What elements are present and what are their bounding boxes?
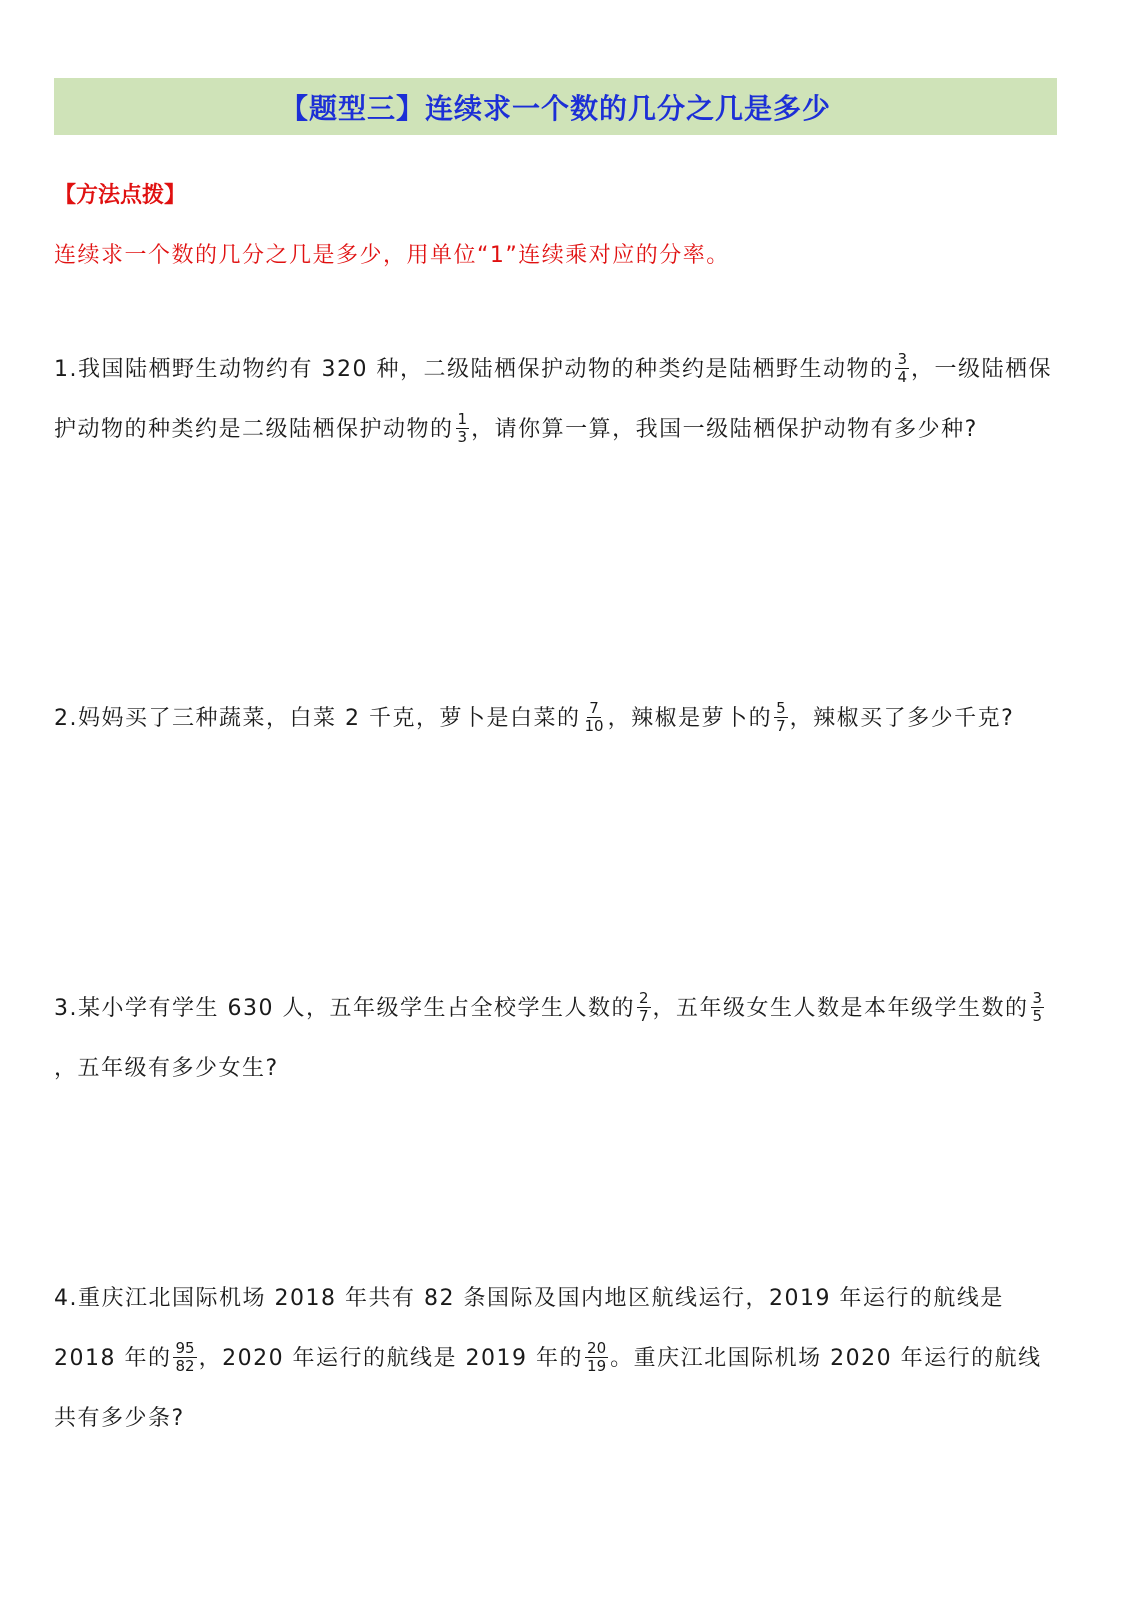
fraction-numerator: 5 xyxy=(776,698,786,717)
fraction-numerator: 3 xyxy=(897,349,908,368)
fraction-denominator: 19 xyxy=(587,1356,607,1375)
question-text: ，请你算一算，我国一级陆栖保护动物有多少种? xyxy=(471,417,978,442)
fraction-numerator: 95 xyxy=(175,1338,195,1357)
question-text: ，一级陆栖保护动物的种类约是二级陆栖保护动物的 xyxy=(54,357,1053,442)
question-text: 4.重庆江北国际机场 2018 年共有 82 条国际及国内地区航线运行，2019 年运行的航线是 2018 年的 xyxy=(54,1286,1004,1371)
fraction-denominator: 4 xyxy=(897,367,908,386)
method-heading: 【方法点拨】 xyxy=(54,183,187,208)
method-text: 连续求一个数的几分之几是多少，用单位“1”连续乘对应的分率。 xyxy=(54,243,730,268)
question-3 xyxy=(54,979,1057,1099)
question-text: 1.我国陆栖野生动物约有 320 种，二级陆栖保护动物的种类约是陆栖野生动物的 xyxy=(54,357,894,382)
fraction-numerator: 1 xyxy=(457,409,468,428)
fraction xyxy=(1031,990,1045,1025)
fraction-numerator: 2 xyxy=(638,988,649,1007)
fraction-numerator: 7 xyxy=(589,698,599,717)
question-text: ，辣椒是萝卜的 xyxy=(607,706,773,731)
fraction-denominator: 82 xyxy=(175,1356,195,1375)
fraction xyxy=(637,990,651,1025)
fraction-denominator: 3 xyxy=(457,427,468,446)
question-text: 。重庆江北国际机场 2020 年运行的航线共有多少条? xyxy=(54,1346,1042,1431)
fraction xyxy=(895,351,909,386)
fraction xyxy=(774,700,788,735)
fraction xyxy=(582,700,605,735)
question-text: ，2020 年运行的航线是 2019 年的 xyxy=(198,1346,584,1371)
fraction-denominator: 10 xyxy=(584,716,604,735)
fraction-denominator: 7 xyxy=(638,1006,649,1025)
fraction-denominator: 5 xyxy=(1032,1006,1043,1025)
question-text: ，五年级女生人数是本年级学生数的 xyxy=(652,996,1029,1021)
page-title: 【题型三】连续求一个数的几分之几是多少 xyxy=(279,91,831,125)
question-text: ，辣椒买了多少千克? xyxy=(789,706,1015,731)
question-text: 3.某小学有学生 630 人，五年级学生占全校学生人数的 xyxy=(54,996,635,1021)
question-4 xyxy=(54,1269,1057,1449)
fraction-numerator: 20 xyxy=(587,1338,607,1357)
question-text: 2.妈妈买了三种蔬菜，白菜 2 千克，萝卜是白菜的 xyxy=(54,706,581,731)
question-text: ，五年级有多少女生? xyxy=(54,1056,279,1081)
fraction xyxy=(173,1340,196,1375)
title-banner xyxy=(54,78,1057,135)
fraction xyxy=(585,1340,608,1375)
fraction-denominator: 7 xyxy=(776,716,786,735)
question-1 xyxy=(54,340,1057,460)
question-2 xyxy=(54,689,1057,749)
fraction xyxy=(456,411,470,446)
fraction-numerator: 3 xyxy=(1032,988,1043,1007)
